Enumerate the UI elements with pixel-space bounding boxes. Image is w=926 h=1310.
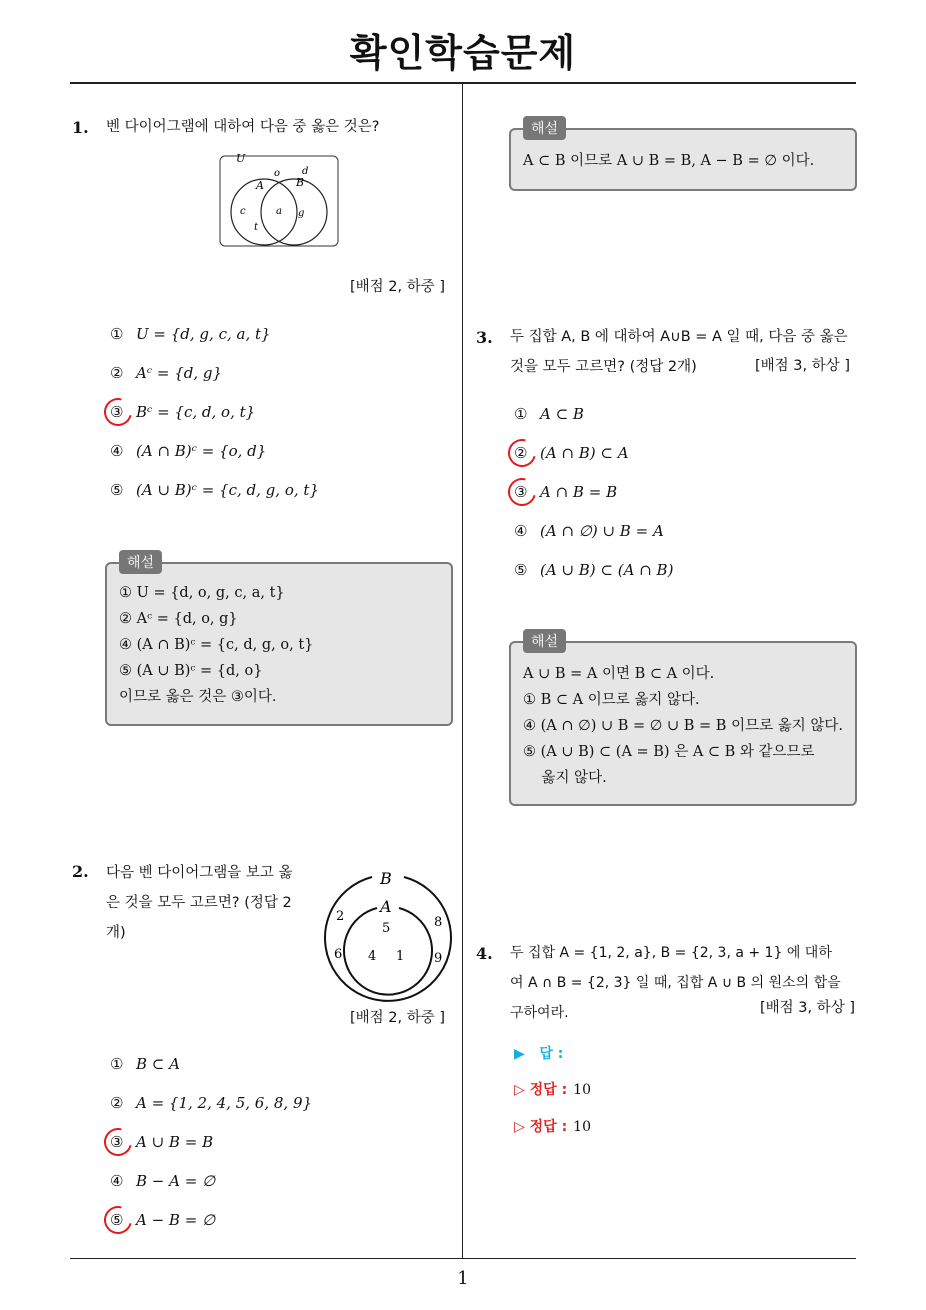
q3-text: 두 집합 A, B 에 대하여 A∪B = A 일 때, 다음 중 옳은 것을 모두 고르면? (정답 2개) [510,329,848,375]
venn2-label-A: A [380,897,392,916]
column-divider [462,84,463,1258]
solution-tag: 해설 [119,550,162,574]
q3-choice-5[interactable]: ⑤ (A ∪ B) ⊂ (A ∩ B) [514,561,674,579]
q1-text: 벤 다이어그램에 대하여 다음 중 옳은 것은? [106,119,380,135]
q3-choice-4[interactable]: ④ (A ∩ ∅) ∪ B = A [514,522,664,540]
venn2-elem-1: 1 [396,949,405,964]
q1-score: [배점 2, 하중 ] [350,279,446,295]
q3-score: [배점 3, 하상 ] [755,358,851,374]
venn-label-U: U [236,152,246,165]
q1-venn-diagram [218,148,342,250]
solution-tag: 해설 [523,629,566,653]
venn2-elem-9: 9 [434,951,443,966]
q1-choice-5[interactable]: ⑤ (A ∪ B)ᶜ = {c, d, g, o, t} [110,481,319,499]
q2-sol-line: A ⊂ B 이므로 A ∪ B = B, A − B = ∅ 이다. [523,153,815,169]
venn2-label-B: B [380,869,392,888]
q2-score: [배점 2, 하중 ] [350,1010,446,1026]
venn2-elem-8: 8 [434,915,443,930]
venn2-elem-6: 6 [334,947,343,962]
q3-sol-line: 옳지 않다. [523,770,607,786]
venn2-elem-4: 4 [368,949,377,964]
venn-elem-a: a [276,206,282,217]
page-number: 1 [457,1268,469,1289]
q3-sol-line: ① B ⊂ A 이므로 옳지 않다. [523,692,700,708]
correct-answer-1 [514,1079,591,1099]
correct-value: 10 [573,1082,591,1098]
q2-choice-2[interactable]: ② A = {1, 2, 4, 5, 6, 8, 9} [110,1094,313,1112]
venn-elem-g: g [298,208,305,219]
answer-label: ▶ 답 : [514,1046,564,1062]
q2-choice-5[interactable]: ⑤ A − B = ∅ [110,1211,216,1229]
q3-sol-line: ⑤ (A ∪ B) ⊂ (A = B) 은 A ⊂ B 와 같으므로 [523,744,815,760]
q1-choice-1[interactable]: ① U = {d, g, c, a, t} [110,325,271,343]
top-rule [70,82,856,84]
correct-label: ▷ 정답 : [514,1119,568,1135]
venn-elem-o: o [274,168,281,179]
correct-value: 10 [573,1119,591,1135]
q1-number: 1. [72,118,89,137]
q2-choice-1[interactable]: ① B ⊂ A [110,1055,180,1073]
q3-choice-1[interactable]: ① A ⊂ B [514,405,584,423]
q1-choice-3[interactable]: ③ Bᶜ = {c, d, o, t} [110,403,256,421]
q3-sol-line: ④ (A ∩ ∅) ∪ B = ∅ ∪ B = B 이므로 옳지 않다. [523,718,843,734]
q1-sol-line: ④ (A ∩ B)ᶜ = {c, d, g, o, t} [119,637,314,653]
solution-tag: 해설 [523,116,566,140]
venn-label-A: A [256,179,264,192]
q1-sol-line: ② Aᶜ = {d, o, g} [119,611,238,627]
q1-choice-2[interactable]: ② Aᶜ = {d, g} [110,364,223,382]
q3-number: 3. [476,328,493,347]
q2-choice-4[interactable]: ④ B − A = ∅ [110,1172,216,1190]
q1-choice-4[interactable]: ④ (A ∩ B)ᶜ = {o, d} [110,442,267,460]
correct-label: ▷ 정답 : [514,1082,568,1098]
bottom-rule [70,1258,856,1259]
q2-number: 2. [72,862,89,881]
q4-text: 두 집합 A = {1, 2, a}, B = {2, 3, a + 1} 에 대하 여 A ∩ B = {2, 3} 일 때, 집합 A ∪ B 의 원소의 합을 구하여라. [510,945,841,1021]
venn-elem-t: t [254,222,259,233]
q4-number: 4. [476,944,493,963]
venn-label-B: B [296,176,305,189]
q1-solution-box [105,555,453,726]
venn2-elem-2: 2 [336,909,345,924]
venn-elem-d: d [302,166,309,177]
q1-sol-line: ⑤ (A ∪ B)ᶜ = {d, o} [119,663,263,679]
venn-elem-c: c [240,206,246,217]
correct-answer-2 [514,1116,591,1136]
q1-sol-line: 이므로 옳은 것은 ③이다. [119,689,277,705]
page-title: 확인학습문제 [349,31,577,75]
q3-sol-line: A ∪ B = A 이면 B ⊂ A 이다. [523,666,715,682]
q4-score: [배점 3, 하상 ] [760,1000,856,1016]
q3-solution-box [509,634,857,806]
answer-input-row[interactable] [514,1043,563,1063]
q2-text: 다음 벤 다이어그램을 보고 옳 은 것을 모두 고르면? (정답 2 개) [106,865,293,941]
q1-sol-line: ① U = {d, o, g, c, a, t} [119,585,285,601]
venn2-elem-5: 5 [382,921,391,936]
q3-choice-2[interactable]: ② (A ∩ B) ⊂ A [514,444,629,462]
q2-venn-diagram [316,866,460,1002]
q2-choice-3[interactable]: ③ A ∪ B = B [110,1133,214,1151]
q2-solution-box [509,121,857,191]
q3-choice-3[interactable]: ③ A ∩ B = B [514,483,618,501]
